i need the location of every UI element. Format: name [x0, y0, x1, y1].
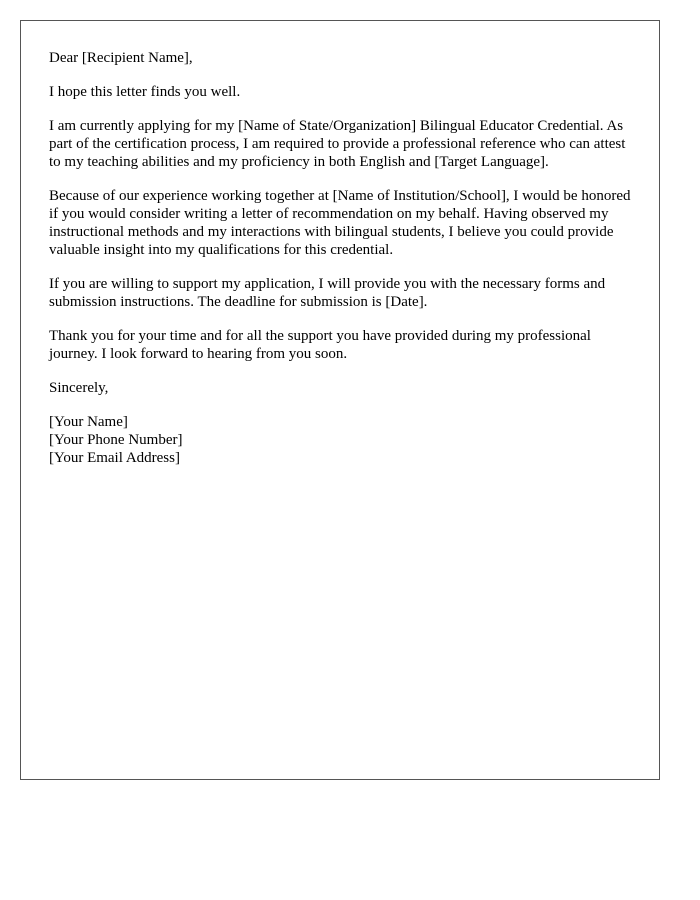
signature-block: [49, 413, 639, 467]
signature-email: [Your Email Address]: [49, 450, 180, 466]
letter-page: [20, 20, 660, 780]
paragraph-instructions: If you are willing to support my application, I will provide you with the necessary forms and submission instructions. The deadline for submission is [Date].: [49, 276, 606, 310]
paragraph-thanks: Thank you for your time and for all the support you have provided during my professional journey. I look forward to hearing from you soon.: [49, 328, 591, 362]
closing: Sincerely,: [49, 380, 109, 396]
salutation: Dear [Recipient Name],: [49, 50, 193, 66]
paragraph-request: Because of our experience working together at [Name of Institution/School], I would be honored if you would consider writing a letter of recommendation on my behalf. Having observed my instructional methods and my interactions with bilingual students, I believe you could provide valuable insight into my qualifications for this credential.: [49, 188, 631, 258]
paragraph-application: I am currently applying for my [Name of State/Organization] Bilingual Educator Credential. As part of the certification process, I am required to provide a professional reference who can attest to my teaching abilities and my proficiency in both English and [Target Language].: [49, 118, 626, 170]
letter-body: [49, 49, 639, 467]
paragraph-greeting: I hope this letter finds you well.: [49, 84, 241, 100]
signature-name: [Your Name]: [49, 414, 128, 430]
signature-phone: [Your Phone Number]: [49, 432, 183, 448]
